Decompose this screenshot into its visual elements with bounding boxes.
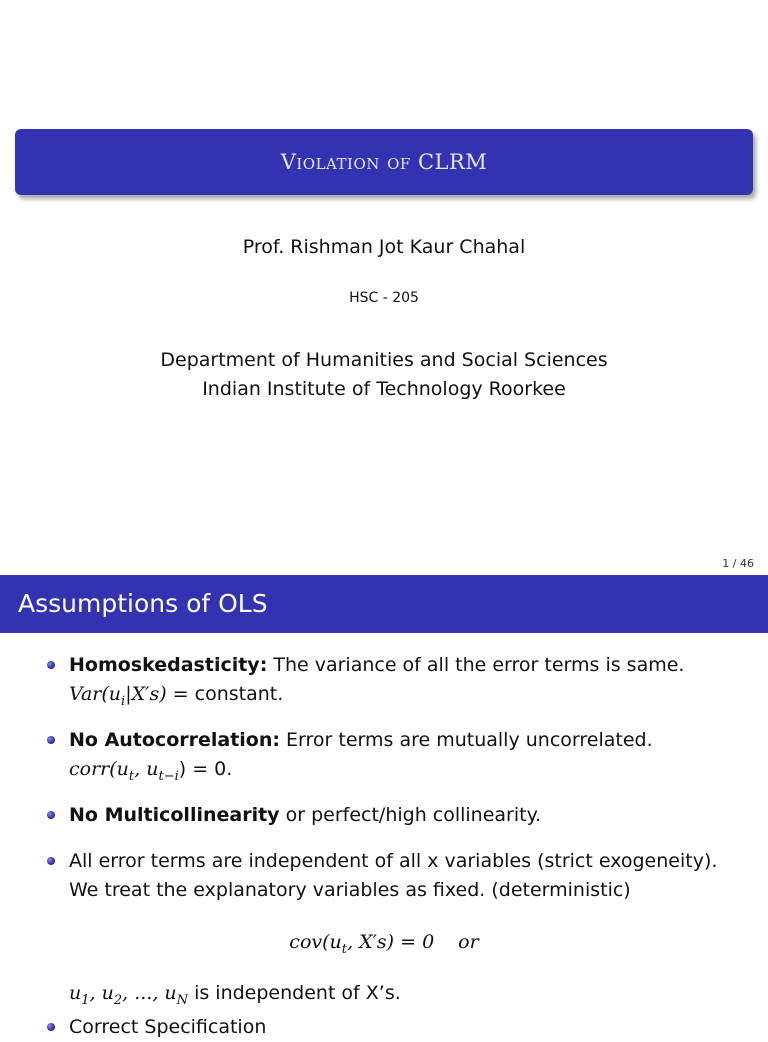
item-line <box>69 651 684 680</box>
formula-part: , u <box>89 982 114 1004</box>
formula-part: , ..., u <box>122 982 177 1004</box>
item-line: Correct Specification <box>69 1016 267 1038</box>
frame-title: Assumptions of OLS <box>18 589 268 618</box>
institute-name: Indian Institute of Technology Roorkee <box>202 378 566 400</box>
title-box <box>15 129 753 195</box>
item-line: All error terms are independent of all x variables (strict exogeneity). <box>69 850 718 872</box>
presentation-title: Violation of CLRM <box>280 150 488 174</box>
formula-part: = constant. <box>166 683 284 705</box>
page-number: 1 / 46 <box>722 557 754 570</box>
exogeneity-equation <box>0 931 768 957</box>
bullet-icon <box>47 736 55 744</box>
formula-part: corr(u <box>69 758 129 780</box>
item-formula <box>69 755 232 791</box>
formula-part: ) = 0. <box>178 758 233 780</box>
item-formula <box>69 680 283 716</box>
course-code: HSC - 205 <box>349 290 419 306</box>
item-heading: Homoskedasticity: <box>69 654 268 676</box>
item-line: We treat the explanatory variables as fixed. (deterministic) <box>69 879 631 901</box>
item-line <box>69 726 653 755</box>
content-slide <box>0 575 768 1038</box>
formula-sub: i <box>121 693 126 709</box>
item-heading: No Multicollinearity <box>69 804 280 826</box>
item-text: The variance of all the error terms is same. <box>267 654 685 676</box>
formula-or: or <box>458 931 479 953</box>
bullet-icon <box>47 857 55 865</box>
bullet-icon <box>47 1023 55 1031</box>
formula-sub: t−i <box>158 768 179 784</box>
item-heading: No Autocorrelation: <box>69 729 280 751</box>
formula-sub: t <box>341 941 347 957</box>
formula-part: , X′s) = 0 <box>347 931 435 953</box>
formula-sub: N <box>176 992 189 1008</box>
formula-sub: 1 <box>81 992 90 1008</box>
item-text: is independent of X’s. <box>188 982 401 1004</box>
formula-part: , u <box>134 758 159 780</box>
item-line <box>69 979 401 1015</box>
formula-part: |X′s) <box>125 683 167 705</box>
bullet-icon <box>47 661 55 669</box>
item-text: or perfect/high collinearity. <box>279 804 542 826</box>
bullet-icon <box>47 811 55 819</box>
formula-part: cov(u <box>289 931 342 953</box>
author-name: Prof. Rishman Jot Kaur Chahal <box>242 236 526 258</box>
frame-title-bar <box>0 575 768 633</box>
formula-part: Var(u <box>69 683 122 705</box>
formula-sub: 2 <box>113 992 123 1008</box>
formula-part: u <box>69 982 82 1004</box>
department-name: Department of Humanities and Social Sciences <box>160 349 608 371</box>
formula-sub: t <box>128 768 135 784</box>
item-text: Error terms are mutually uncorrelated. <box>280 729 653 751</box>
item-line <box>69 801 541 830</box>
